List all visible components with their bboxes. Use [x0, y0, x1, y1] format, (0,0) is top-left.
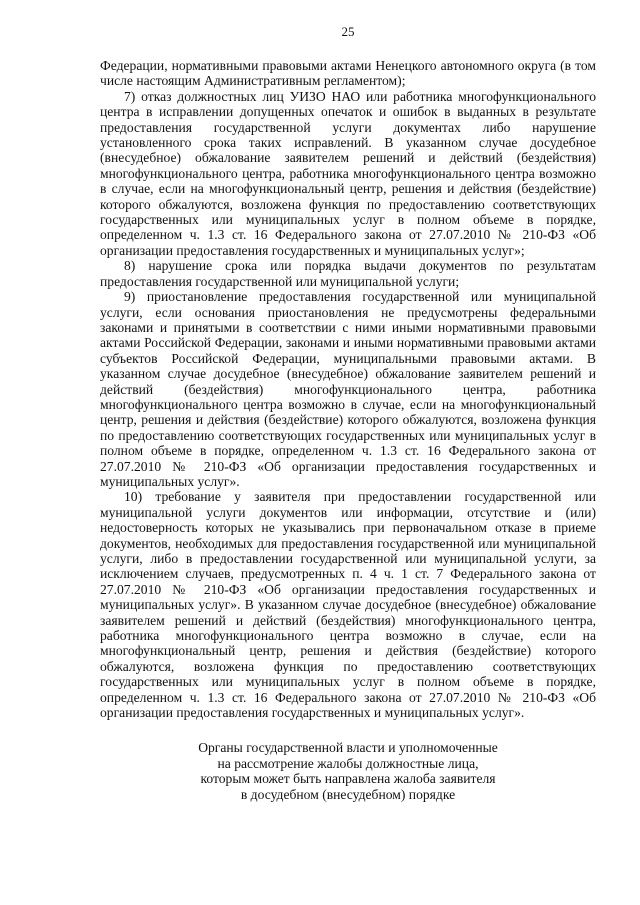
paragraph-item-8: 8) нарушение срока или порядка выдачи документов по результатам предоставления государственной или муниципальной услуги;: [100, 258, 596, 289]
section-heading-line: в досудебном (внесудебном) порядке: [240, 786, 456, 802]
paragraph-continuation: Федерации, нормативными правовыми актами Ненецкого автономного округа (в том числе настоящим Административным регламентом);: [100, 58, 596, 89]
paragraph-item-7: 7) отказ должностных лиц УИЗО НАО или работника многофункционального центра в исправлении допущенных опечаток и ошибок в выданных в результате предоставления государственной услуги документах либо нарушение установленного срока таких исправлений. В указанном случае досудебное (внесудебное) обжалование заявителем решений и действий (бездействия) многофункционального центра, работника многофункционального центра возможно в случае, если на многофункциональный центр, решения и действия (бездействие) которого обжалуются, возложена функция по предоставлению соответствующих государственных или муниципальных услуг в полном объеме в порядке, определенном ч. 1.3 ст. 16 Федерального закона от 27.07.2010 № 210-ФЗ «Об организации предоставления государственных и муниципальных услуг»;: [100, 88, 596, 258]
section-heading: [100, 740, 596, 802]
paragraph-item-10: 10) требование у заявителя при предоставлении государственной или муниципальной услуги документов или информации, отсутствие и (или) недостоверность которых не указывались при первоначальном отказе в приеме документов, необходимых для предоставления государственной или муниципальной услуги, либо в предоставлении государственной или муниципальной услуги, за исключением случаев, предусмотренных п. 4 ч. 1 ст. 7 Федерального закона от 27.07.2010 № 210-ФЗ «Об организации предоставления государственных и муниципальных услуг». В указанном случае досудебное (внесудебное) обжалование заявителем решений и действий (бездействия) многофункционального центра, работника многофункционального центра возможно в случае, если на многофункциональный центр, решения и действия (бездействие) которого обжалуются, возложена функция по предоставлению соответствующих государственных или муниципальных услуг в полном объеме в порядке, определенном ч. 1.3 ст. 16 Федерального закона от 27.07.2010 № 210-ФЗ «Об организации предоставления государственных и муниципальных услуг».: [100, 489, 596, 721]
paragraph-item-9: 9) приостановление предоставления государственной или муниципальной услуги, если основания приостановления не предусмотрены федеральными законами и принятыми в соответствии с ними иными нормативными правовыми актами Российской Федерации, законами и иными нормативными правовыми актами субъектов Российской Федерации, муниципальными правовыми актами. В указанном случае досудебное (внесудебное) обжалование заявителем решений и действий (бездействия) многофункционального центра, работника многофункционального центра возможно в случае, если на многофункциональный центр, решения и действия (бездействие) которого обжалуются, возложена функция по предоставлению соответствующих государственных или муниципальных услуг в полном объеме в порядке, определенном ч. 1.3 ст. 16 Федерального закона от 27.07.2010 № 210-ФЗ «Об организации предоставления государственных и муниципальных услуг».: [100, 289, 596, 489]
section-heading-line: которым может быть направлена жалоба заявителя: [200, 771, 496, 787]
section-heading-line: Органы государственной власти и уполномоченные: [198, 740, 498, 756]
section-heading-line: на рассмотрение жалобы должностные лица,: [217, 755, 479, 771]
page-number: 25: [341, 24, 355, 39]
